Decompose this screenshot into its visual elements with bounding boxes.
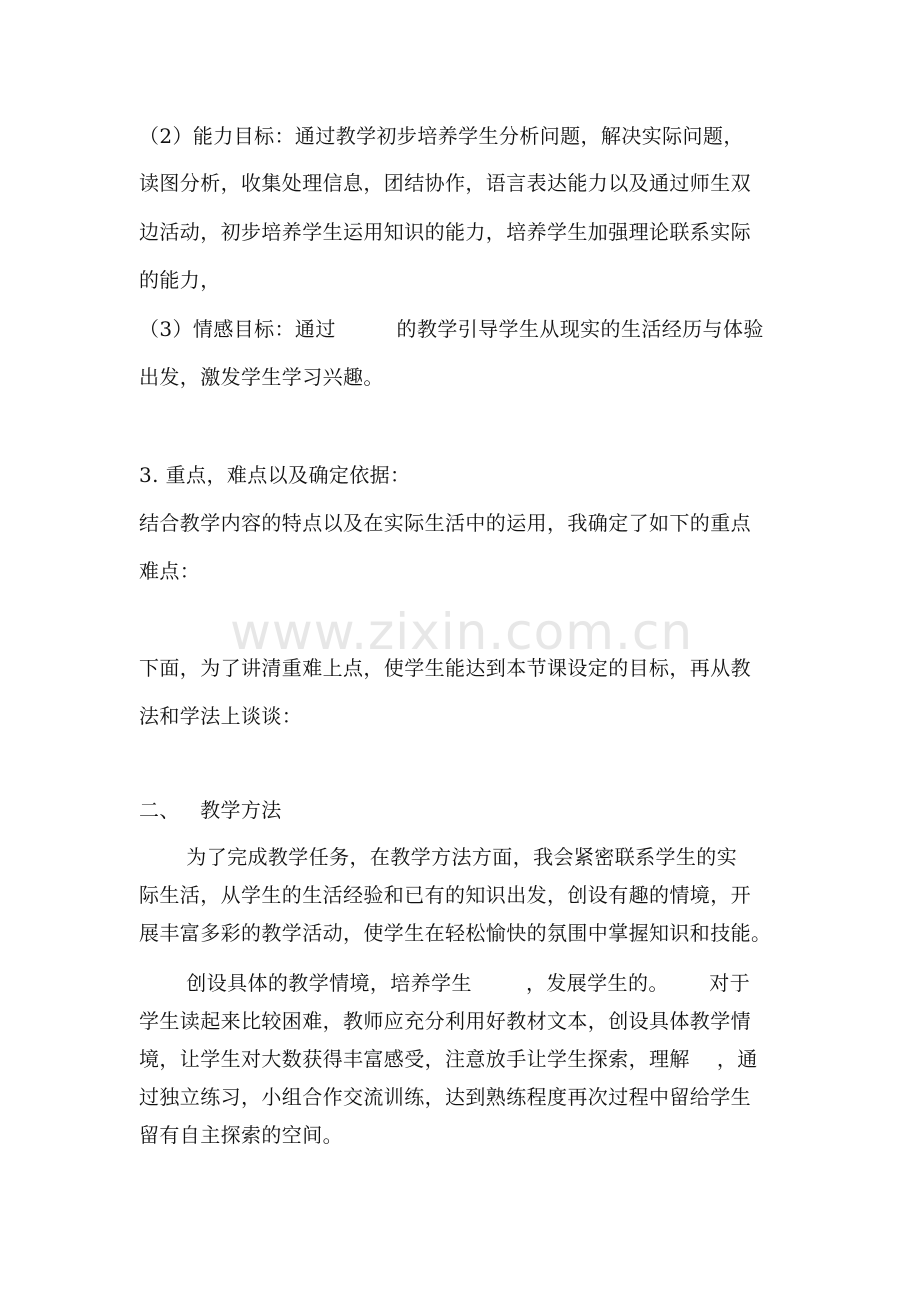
text-line: 难点： [139,559,201,583]
text-line: 际生活，从学生的生活经验和已有的知识出发，创设有趣的情境，开 [139,883,751,907]
text-line: 为了完成教学任务，在教学方法方面，我会紧密联系学生的实 [139,845,738,869]
text-line: 展丰富多彩的教学活动，使学生在轻松愉快的氛围中掌握知识和技能。 [139,921,772,945]
text-line: 出发，激发学生学习兴趣。 [139,365,384,389]
watermark: www.zixin.com.cn [230,603,694,661]
text-line: 学生读起来比较困难，教师应充分利用好教材文本，创设具体教学情 [139,1009,751,1033]
text-line: 过独立练习，小组合作交流训练，达到熟练程度再次过程中留给学生 [139,1085,751,1109]
text-line: 法和学法上谈谈： [139,704,303,728]
text-line: 留有自主探索的空间。 [139,1123,343,1147]
section-heading: 二、 教学方法 [139,798,282,822]
text-line: 下面，为了讲清重难上点，使学生能达到本节课设定的目标，再从教 [139,656,751,680]
text-line: 境，让学生对大数获得丰富感受，注意放手让学生探索，理解 ，通 [139,1047,758,1071]
text-line: （3）情感目标：通过 的教学引导学生从现实的生活经历与体验 [139,317,764,341]
text-line: 创设具体的教学情境，培养学生 ，发展学生的。 对于 [139,971,751,995]
text-line: 的能力， [139,268,221,292]
text-line: 读图分析，收集处理信息，团结协作，语言表达能力以及通过师生双 [139,171,751,195]
text-line: 结合教学内容的特点以及在实际生活中的运用，我确定了如下的重点 [139,511,751,535]
section-heading: 3. 重点，难点以及确定依据： [139,463,411,487]
text-line: 边活动，初步培养学生运用知识的能力，培养学生加强理论联系实际 [139,220,751,244]
text-line: （2）能力目标：通过教学初步培养学生分析问题，解决实际问题， [139,124,744,148]
